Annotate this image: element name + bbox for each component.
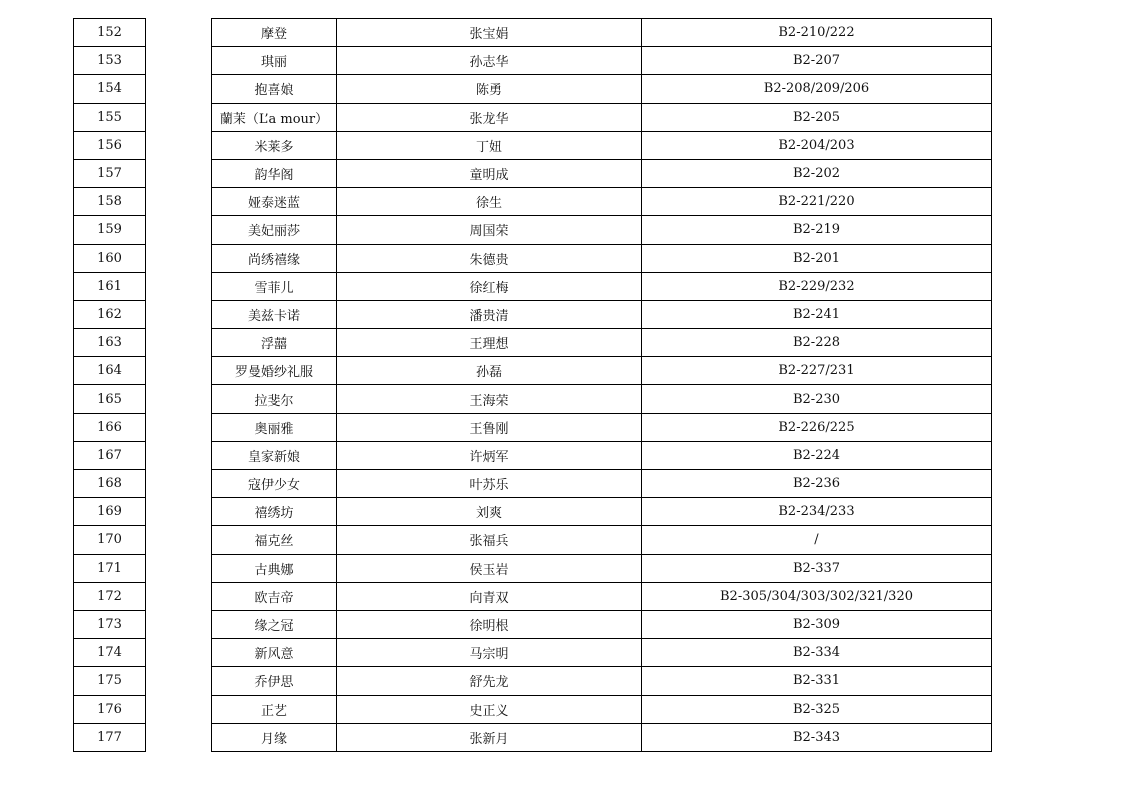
booth-number-cell: B2-236: [642, 470, 992, 498]
booth-number-cell: B2-325: [642, 695, 992, 723]
contact-name-cell: 孙志华: [337, 47, 642, 75]
row-number-row: [74, 75, 146, 103]
table-row: [212, 357, 992, 385]
booth-number-cell: B2-241: [642, 300, 992, 328]
table-row: [212, 526, 992, 554]
shop-name-cell: 乔伊思: [212, 667, 337, 695]
row-number-cell: 175: [74, 667, 146, 695]
shop-name-cell: 米莱多: [212, 131, 337, 159]
table-row: [212, 639, 992, 667]
row-number-row: [74, 47, 146, 75]
shop-name-cell: 美兹卡诺: [212, 300, 337, 328]
shop-name-cell: 奥丽雅: [212, 413, 337, 441]
row-number-cell: 156: [74, 131, 146, 159]
shop-name-cell: 娅泰迷蓝: [212, 188, 337, 216]
contact-name-cell: 舒先龙: [337, 667, 642, 695]
row-number-row: [74, 385, 146, 413]
row-number-cell: 155: [74, 103, 146, 131]
booth-number-cell: B2-208/209/206: [642, 75, 992, 103]
table-row: [212, 413, 992, 441]
shop-name-cell: 美妃丽莎: [212, 216, 337, 244]
booth-number-cell: B2-331: [642, 667, 992, 695]
contact-name-cell: 许炳军: [337, 441, 642, 469]
row-number-cell: 174: [74, 639, 146, 667]
table-row: [212, 667, 992, 695]
booth-number-cell: B2-201: [642, 244, 992, 272]
row-number-table: [73, 18, 146, 752]
contact-name-cell: 向青双: [337, 582, 642, 610]
shop-name-cell: 抱喜娘: [212, 75, 337, 103]
contact-name-cell: 张宝娟: [337, 19, 642, 47]
row-number-row: [74, 131, 146, 159]
row-number-row: [74, 723, 146, 751]
table-row: [212, 216, 992, 244]
row-number-cell: 158: [74, 188, 146, 216]
table-row: [212, 582, 992, 610]
booth-number-cell: B2-334: [642, 639, 992, 667]
contact-name-cell: 王海荣: [337, 385, 642, 413]
vendor-table: [211, 18, 992, 752]
shop-name-cell: 蘭茉（L’a mour）: [212, 103, 337, 131]
table-row: [212, 272, 992, 300]
booth-number-cell: B2-210/222: [642, 19, 992, 47]
contact-name-cell: 朱德贵: [337, 244, 642, 272]
table-row: [212, 695, 992, 723]
booth-number-cell: B2-337: [642, 554, 992, 582]
row-number-row: [74, 159, 146, 187]
row-number-body: [74, 19, 146, 752]
shop-name-cell: 皇家新娘: [212, 441, 337, 469]
row-number-row: [74, 413, 146, 441]
booth-number-cell: B2-202: [642, 159, 992, 187]
booth-number-cell: B2-229/232: [642, 272, 992, 300]
row-number-row: [74, 19, 146, 47]
shop-name-cell: 雪菲儿: [212, 272, 337, 300]
row-number-cell: 157: [74, 159, 146, 187]
row-number-row: [74, 272, 146, 300]
row-number-cell: 172: [74, 582, 146, 610]
row-number-cell: 176: [74, 695, 146, 723]
contact-name-cell: 徐红梅: [337, 272, 642, 300]
contact-name-cell: 徐明根: [337, 610, 642, 638]
row-number-cell: 162: [74, 300, 146, 328]
row-number-row: [74, 667, 146, 695]
row-number-row: [74, 244, 146, 272]
contact-name-cell: 潘贵清: [337, 300, 642, 328]
row-number-cell: 169: [74, 498, 146, 526]
table-row: [212, 300, 992, 328]
table-row: [212, 385, 992, 413]
shop-name-cell: 摩登: [212, 19, 337, 47]
row-number-cell: 163: [74, 329, 146, 357]
contact-name-cell: 周国荣: [337, 216, 642, 244]
contact-name-cell: 张福兵: [337, 526, 642, 554]
table-row: [212, 441, 992, 469]
row-number-cell: 154: [74, 75, 146, 103]
row-number-row: [74, 582, 146, 610]
booth-number-cell: B2-230: [642, 385, 992, 413]
shop-name-cell: 禧绣坊: [212, 498, 337, 526]
booth-number-cell: /: [642, 526, 992, 554]
table-row: [212, 498, 992, 526]
table-row: [212, 19, 992, 47]
row-number-row: [74, 188, 146, 216]
shop-name-cell: 琪丽: [212, 47, 337, 75]
row-number-cell: 164: [74, 357, 146, 385]
contact-name-cell: 陈勇: [337, 75, 642, 103]
contact-name-cell: 侯玉岩: [337, 554, 642, 582]
row-number-cell: 159: [74, 216, 146, 244]
row-number-row: [74, 357, 146, 385]
shop-name-cell: 尚绣禧缘: [212, 244, 337, 272]
shop-name-cell: 福克丝: [212, 526, 337, 554]
contact-name-cell: 叶苏乐: [337, 470, 642, 498]
booth-number-cell: B2-309: [642, 610, 992, 638]
table-row: [212, 470, 992, 498]
shop-name-cell: 古典娜: [212, 554, 337, 582]
row-number-row: [74, 526, 146, 554]
row-number-row: [74, 470, 146, 498]
booth-number-cell: B2-219: [642, 216, 992, 244]
row-number-cell: 165: [74, 385, 146, 413]
booth-number-cell: B2-205: [642, 103, 992, 131]
row-number-cell: 160: [74, 244, 146, 272]
shop-name-cell: 韵华阁: [212, 159, 337, 187]
row-number-cell: 173: [74, 610, 146, 638]
booth-number-cell: B2-305/304/303/302/321/320: [642, 582, 992, 610]
table-row: [212, 47, 992, 75]
row-number-cell: 153: [74, 47, 146, 75]
contact-name-cell: 徐生: [337, 188, 642, 216]
contact-name-cell: 丁妞: [337, 131, 642, 159]
table-row: [212, 723, 992, 751]
row-number-cell: 170: [74, 526, 146, 554]
table-row: [212, 131, 992, 159]
booth-number-cell: B2-224: [642, 441, 992, 469]
booth-number-cell: B2-204/203: [642, 131, 992, 159]
contact-name-cell: 童明成: [337, 159, 642, 187]
shop-name-cell: 欧吉帝: [212, 582, 337, 610]
table-row: [212, 159, 992, 187]
row-number-row: [74, 300, 146, 328]
row-number-cell: 177: [74, 723, 146, 751]
row-number-cell: 167: [74, 441, 146, 469]
row-number-cell: 152: [74, 19, 146, 47]
shop-name-cell: 正艺: [212, 695, 337, 723]
booth-number-cell: B2-221/220: [642, 188, 992, 216]
row-number-row: [74, 639, 146, 667]
booth-number-cell: B2-234/233: [642, 498, 992, 526]
shop-name-cell: 拉斐尔: [212, 385, 337, 413]
shop-name-cell: 浮囍: [212, 329, 337, 357]
contact-name-cell: 孙磊: [337, 357, 642, 385]
contact-name-cell: 马宗明: [337, 639, 642, 667]
booth-number-cell: B2-228: [642, 329, 992, 357]
contact-name-cell: 史正义: [337, 695, 642, 723]
row-number-cell: 166: [74, 413, 146, 441]
table-row: [212, 610, 992, 638]
contact-name-cell: 张新月: [337, 723, 642, 751]
shop-name-cell: 缘之冠: [212, 610, 337, 638]
booth-number-cell: B2-227/231: [642, 357, 992, 385]
shop-name-cell: 寇伊少女: [212, 470, 337, 498]
table-row: [212, 188, 992, 216]
table-row: [212, 244, 992, 272]
vendor-table-body: [212, 19, 992, 752]
row-number-row: [74, 695, 146, 723]
row-number-row: [74, 103, 146, 131]
row-number-cell: 161: [74, 272, 146, 300]
booth-number-cell: B2-226/225: [642, 413, 992, 441]
table-row: [212, 75, 992, 103]
row-number-row: [74, 554, 146, 582]
row-number-row: [74, 441, 146, 469]
contact-name-cell: 王鲁刚: [337, 413, 642, 441]
row-number-row: [74, 329, 146, 357]
contact-name-cell: 张龙华: [337, 103, 642, 131]
shop-name-cell: 月缘: [212, 723, 337, 751]
table-row: [212, 103, 992, 131]
row-number-cell: 171: [74, 554, 146, 582]
row-number-row: [74, 216, 146, 244]
shop-name-cell: 新风意: [212, 639, 337, 667]
table-row: [212, 554, 992, 582]
table-row: [212, 329, 992, 357]
row-number-row: [74, 498, 146, 526]
shop-name-cell: 罗曼婚纱礼服: [212, 357, 337, 385]
booth-number-cell: B2-207: [642, 47, 992, 75]
booth-number-cell: B2-343: [642, 723, 992, 751]
contact-name-cell: 刘爽: [337, 498, 642, 526]
contact-name-cell: 王理想: [337, 329, 642, 357]
row-number-cell: 168: [74, 470, 146, 498]
row-number-row: [74, 610, 146, 638]
